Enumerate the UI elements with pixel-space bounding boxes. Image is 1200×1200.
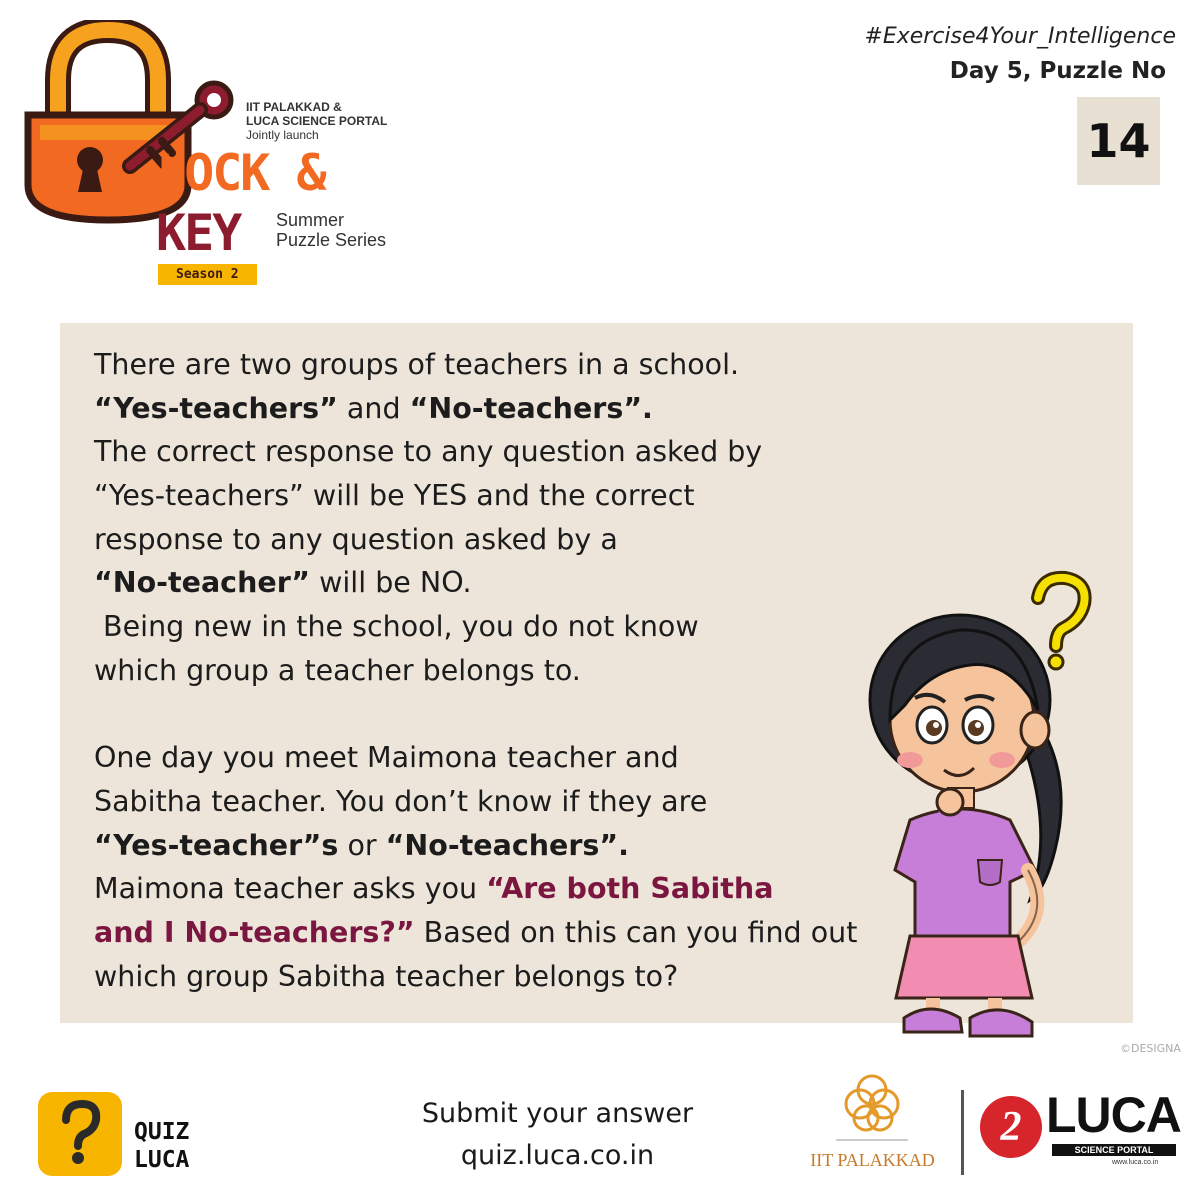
yes-teachers-term: “Yes-teacher”s: [94, 828, 339, 862]
quiz-luca-line: LUCA: [134, 1147, 190, 1173]
puzzle-line: [94, 911, 894, 955]
puzzle-fragment: Maimona teacher asks you: [94, 872, 487, 906]
quiz-luca-label: [134, 1118, 189, 1174]
no-teachers-term: “No-teachers”.: [409, 391, 653, 425]
launch-text: [246, 100, 387, 142]
question-highlight: and I No-teachers?”: [94, 915, 415, 949]
day-puzzle-label: Day 5, Puzzle No: [949, 58, 1166, 84]
puzzle-fragment: and: [337, 391, 410, 425]
luca-url: www.luca.co.in: [1112, 1159, 1159, 1166]
hashtag: #Exercise4Your_Intelligence: [864, 24, 1176, 49]
submit-url-link[interactable]: quiz.luca.co.in: [460, 1140, 655, 1171]
puzzle-line: which group a teacher belongs to.: [94, 653, 581, 687]
puzzle-number-badge: 14: [1077, 97, 1160, 185]
series-line: Summer: [276, 210, 345, 230]
luca-subtitle: SCIENCE PORTAL: [1052, 1144, 1176, 1156]
submit-label: Submit your answer: [421, 1098, 694, 1129]
puzzle-line: which group Sabitha teacher belongs to?: [94, 959, 679, 993]
image-credit: ©DESIGNA: [1120, 1042, 1181, 1055]
puzzle-line: The correct response to any question asked by: [94, 435, 763, 469]
thinking-girl-illustration: [860, 570, 1100, 1050]
no-teacher-term: “No-teacher”: [94, 566, 311, 600]
series-line: Puzzle Series: [276, 230, 387, 250]
quiz-luca-line: QUIZ: [134, 1119, 190, 1145]
puzzle-line: One day you meet Maimona teacher and: [94, 741, 679, 775]
puzzle-line: Sabitha teacher. You don’t know if they are: [94, 784, 708, 818]
iit-palakkad-label: IIT PALAKKAD: [810, 1150, 935, 1170]
key-title: KEY: [156, 204, 241, 262]
puzzle-line: “Yes-teachers” will be YES and the correct: [94, 479, 695, 513]
yes-teachers-term: “Yes-teachers”: [94, 391, 338, 425]
puzzle-fragment: or: [338, 828, 386, 862]
launch-line: IIT PALAKKAD &: [246, 100, 342, 114]
quiz-luca-icon[interactable]: [38, 1092, 122, 1176]
puzzle-line: [94, 867, 894, 911]
question-mark-icon: [1038, 578, 1085, 669]
footer-divider: [961, 1090, 964, 1175]
luca-logo-icon: 2: [980, 1096, 1042, 1158]
puzzle-fragment: Based on this can you find out: [414, 915, 858, 949]
question-highlight: “Are both Sabitha: [486, 872, 774, 906]
series-subtitle: [276, 210, 386, 250]
puzzle-line: [94, 387, 894, 431]
puzzle-line: There are two groups of teachers in a school.: [94, 348, 740, 381]
lock-title: LOCK &: [156, 144, 325, 202]
launch-line: Jointly launch: [246, 128, 319, 142]
no-teachers-term: “No-teachers”.: [385, 828, 629, 862]
puzzle-line: Being new in the school, you do not know: [94, 610, 699, 644]
launch-line: LUCA SCIENCE PORTAL: [246, 114, 388, 128]
puzzle-fragment: will be NO.: [310, 566, 472, 600]
iit-palakkad-emblem-icon: [830, 1060, 914, 1144]
luca-wordmark: LUCA: [1046, 1087, 1181, 1143]
lock-and-key-logo: [18, 20, 398, 282]
puzzle-line: [94, 561, 894, 605]
puzzle-line: response to any question asked by a: [94, 522, 618, 556]
submit-instructions: [380, 1093, 735, 1177]
season-badge: Season 2: [158, 264, 257, 285]
paragraph-gap: [94, 693, 894, 737]
puzzle-text: [94, 343, 894, 998]
puzzle-line: [94, 824, 894, 868]
